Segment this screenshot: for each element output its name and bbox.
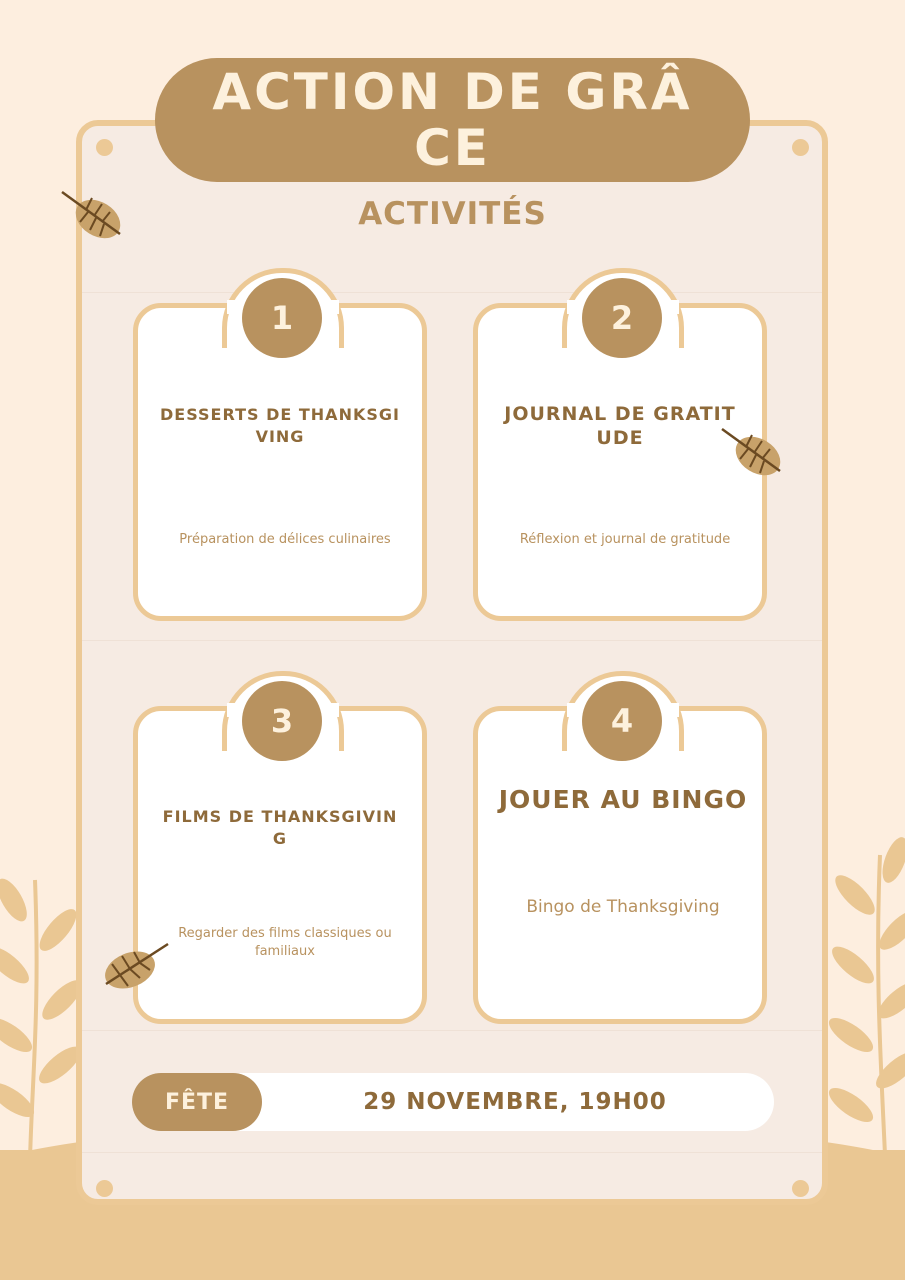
page-subtitle: ACTIVITÉS	[358, 196, 547, 232]
activity-number-badge: 2	[582, 278, 662, 358]
plant-right-icon	[815, 835, 905, 1155]
activity-title: FILMS DE THANKSGIVING	[162, 807, 398, 848]
title-banner	[155, 58, 750, 182]
activity-number-badge: 3	[242, 681, 322, 761]
activity-number-badge: 4	[582, 681, 662, 761]
board-nail	[792, 1180, 809, 1197]
board-panel	[76, 120, 828, 1205]
leaf-icon	[98, 940, 170, 996]
board-nail	[96, 139, 113, 156]
page-title: ACTION DE GRÂCE	[212, 63, 693, 177]
activity-number-badge: 1	[242, 278, 322, 358]
activity-title: JOUER AU BINGO	[498, 785, 748, 814]
board-plank-line	[82, 640, 822, 641]
board-nail	[96, 1180, 113, 1197]
activity-description: Préparation de délices culinaires	[179, 532, 391, 547]
activity-description: Bingo de Thanksgiving	[526, 897, 720, 917]
activity-description: Réflexion et journal de gratitude	[519, 532, 731, 547]
activity-description: Regarder des films classiques ou familiaux	[178, 926, 392, 959]
leaf-icon	[718, 425, 788, 485]
activity-title: DESSERTS DE THANKSGIVING	[160, 405, 400, 446]
board-nail	[792, 139, 809, 156]
leaf-icon	[58, 188, 128, 248]
event-date: 29 NOVEMBRE, 19H00	[363, 1089, 667, 1115]
board-plank-line	[82, 292, 822, 293]
event-label: FÊTE	[132, 1073, 262, 1131]
board-plank-line	[82, 1152, 822, 1153]
board-plank-line	[82, 1030, 822, 1031]
activity-title: JOURNAL DE GRATITUDE	[504, 403, 736, 449]
